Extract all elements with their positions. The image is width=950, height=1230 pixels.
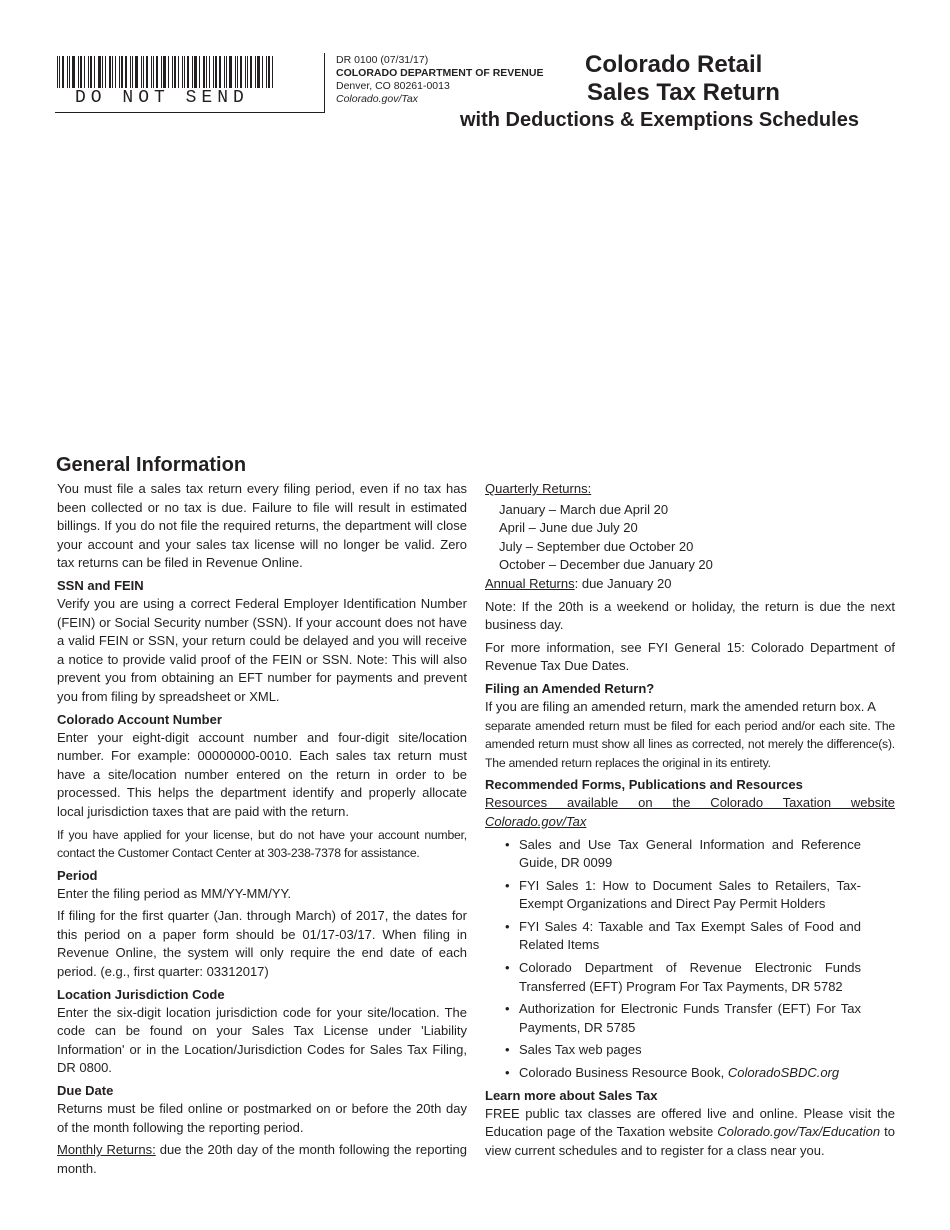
- quarter-item: April – June due July 20: [499, 520, 638, 536]
- barcode-stripe: [229, 56, 232, 88]
- form-subtitle: with Deductions & Exemptions Schedules: [460, 109, 859, 131]
- weekend-note: Note: If the 20th is a weekend or holiday, the return is due the next business day.: [485, 598, 895, 633]
- annual-returns-text: [485, 575, 895, 594]
- resource-item: • Sales and Use Tax General Information and Reference Guide, DR 0099: [485, 836, 895, 873]
- annual-returns-detail: : due January 20: [574, 575, 672, 591]
- account-number-note: If you have applied for your license, but do not have your account number, contact the Customer Contact Center at 303-238-7378 for assistance.: [57, 827, 467, 861]
- barcode-stripe: [146, 56, 148, 88]
- resource-item: [485, 1064, 895, 1083]
- barcode-stripe: [119, 56, 120, 88]
- resources-label: Resources available on the Colorado Taxation website: [485, 795, 895, 811]
- barcode-stripe: [105, 56, 106, 88]
- department-name: COLORADO DEPARTMENT OF REVENUE: [336, 67, 544, 79]
- barcode-stripe: [168, 56, 169, 88]
- barcode-stripe: [130, 56, 131, 88]
- barcode-stripe: [194, 56, 197, 88]
- barcode-stripe: [69, 56, 70, 88]
- barcode-stripe: [62, 56, 64, 88]
- education-link[interactable]: Colorado.gov/Tax/Education: [717, 1124, 881, 1140]
- barcode-stripe: [153, 56, 154, 88]
- ssn-fein-text: Verify you are using a correct Federal Employer Identification Number (FEIN) or Social Security number (SSN). If your account does not have a valid FEIN or SSN, your return could be delayed and you will receive a notice to provide valid proof of the FEIN or SSN. Note: This will also prevent you from obtaining an EFT number for payments and prevent you from filing by spreadsheet or XML.: [57, 595, 467, 704]
- period-heading: Period: [57, 867, 98, 883]
- barcode-stripe: [163, 56, 166, 88]
- amended-return-text-1: If you are filing an amended return, mark the amended return box. A: [485, 698, 876, 714]
- barcode-stripe: [59, 56, 60, 88]
- barcode-stripe: [125, 56, 127, 88]
- resource-item: • Colorado Department of Revenue Electronic Funds Transferred (EFT) Program For Tax Payments, DR 5782: [485, 959, 895, 996]
- barcode-box: [55, 53, 325, 113]
- resources-site-link[interactable]: Colorado.gov/Tax: [485, 813, 587, 829]
- barcode-stripe: [94, 56, 95, 88]
- form-identification: [336, 54, 543, 106]
- barcode-stripe: [184, 56, 185, 88]
- barcode-stripe: [84, 56, 85, 88]
- barcode-stripe: [161, 56, 162, 88]
- barcode-stripe: [255, 56, 256, 88]
- barcode-stripe: [98, 56, 101, 88]
- period-format-text: Enter the filing period as MM/YY-MM/YY.: [57, 885, 292, 901]
- barcode-stripe: [178, 56, 179, 88]
- resources-list: [485, 836, 895, 1083]
- barcode-stripe: [215, 56, 217, 88]
- barcode-stripe: [247, 56, 248, 88]
- barcode-stripe: [57, 56, 58, 88]
- barcode-stripe: [102, 56, 103, 88]
- learn-more-heading: Learn more about Sales Tax: [485, 1087, 658, 1103]
- location-code-text: Enter the six-digit location jurisdiction code for your site/location. The code can be found on your Sales Tax License under 'Liability Information' or in the Location/Jurisdiction Codes for Sales Tax Filing, DR 0800.: [57, 1004, 467, 1076]
- barcode-stripe: [115, 56, 116, 88]
- barcode-stripe: [268, 56, 270, 88]
- barcode-stripe: [235, 56, 236, 88]
- monthly-returns-detail: due the 20th day of the month following the reporting month.: [57, 1142, 467, 1176]
- barcode-stripe: [192, 56, 193, 88]
- barcode-stripe: [250, 56, 252, 88]
- quarter-item: July – September due October 20: [499, 538, 694, 554]
- department-address: Denver, CO 80261-0013: [336, 80, 450, 92]
- right-column: [485, 480, 895, 1164]
- barcode-stripe: [206, 56, 207, 88]
- barcode-stripe: [156, 56, 158, 88]
- barcode-stripe: [109, 56, 111, 88]
- barcode-stripe: [240, 56, 242, 88]
- learn-more-text-1: FREE public tax classes are offered live and online. Please visit the Education page of the Taxation website: [485, 1105, 895, 1140]
- general-information-heading: General Information: [56, 454, 247, 476]
- monthly-returns-text: [57, 1141, 467, 1178]
- barcode-stripe: [151, 56, 152, 88]
- form-title-line1: Colorado Retail: [585, 51, 763, 78]
- barcode-stripe: [237, 56, 238, 88]
- due-date-heading: Due Date: [57, 1083, 114, 1099]
- barcode-stripe: [132, 56, 133, 88]
- barcode-stripe: [213, 56, 214, 88]
- resource-item: • Authorization for Electronic Funds Transfer (EFT) For Tax Payments, DR 5785: [485, 1000, 895, 1037]
- learn-more-text: [485, 1105, 895, 1161]
- barcode-stripe: [262, 56, 263, 88]
- monthly-returns-label: Monthly Returns:: [57, 1142, 156, 1158]
- barcode-stripe: [121, 56, 123, 88]
- barcode-stripe: [88, 56, 89, 88]
- period-example-text: If filing for the first quarter (Jan. through March) of 2017, the dates for this period on a paper form should be 01/17-03/17. When filing in Revenue Online, the system will only require the end date of each period. (e.g., first quarter: 03312017): [57, 908, 467, 980]
- barcode-stripe: [219, 56, 221, 88]
- amended-return-heading: Filing an Amended Return?: [485, 680, 655, 696]
- intro-paragraph: You must file a sales tax return every filing period, even if no tax has been collected or no tax is due. Failure to file will result in estimated billings. If you do not file the required returns, the department will close your account and your sales tax license will no longer be valid. Zero tax returns can be filed in Revenue Online.: [57, 481, 467, 571]
- form-number: DR 0100 (07/31/17): [336, 54, 429, 66]
- barcode-stripe: [257, 56, 260, 88]
- barcode-stripe: [143, 56, 144, 88]
- account-number-heading: Colorado Account Number: [57, 711, 222, 727]
- barcode-image: [57, 56, 277, 88]
- barcode-stripe: [272, 56, 273, 88]
- barcode-stripe: [245, 56, 246, 88]
- barcode-stripe: [209, 56, 210, 88]
- quarter-item: January – March due April 20: [499, 501, 669, 517]
- department-website: Colorado.gov/Tax: [336, 93, 418, 105]
- barcode-stripe: [182, 56, 183, 88]
- barcode-stripe: [187, 56, 189, 88]
- barcode-stripe: [174, 56, 176, 88]
- resource-item: • Sales Tax web pages: [485, 1041, 895, 1060]
- barcode-stripe: [90, 56, 92, 88]
- barcode-stripe: [224, 56, 225, 88]
- barcode-stripe: [172, 56, 173, 88]
- ssn-fein-heading: SSN and FEIN: [57, 577, 144, 593]
- barcode-stripe: [72, 56, 75, 88]
- resources-heading: Recommended Forms, Publications and Resources: [485, 777, 803, 793]
- learn-more-text-2: to view current schedules and to register for a class near you.: [485, 1124, 895, 1158]
- barcode-stripe: [67, 56, 68, 88]
- left-column: [57, 480, 467, 1182]
- sbdc-link[interactable]: ColoradoSBDC.org: [727, 1065, 840, 1081]
- barcode-stripe: [266, 56, 267, 88]
- barcode-stripe: [80, 56, 82, 88]
- form-title-line2: Sales Tax Return: [587, 79, 780, 106]
- barcode-stripe: [226, 56, 227, 88]
- quarter-item: October – December due January 20: [499, 557, 713, 573]
- barcode-label: DO NOT SEND: [75, 88, 249, 108]
- resource-item-text: Colorado Business Resource Book,: [519, 1065, 728, 1081]
- resource-item: • FYI Sales 4: Taxable and Tax Exempt Sales of Food and Related Items: [485, 918, 895, 955]
- amended-return-text-2: separate amended return must be filed for each period and/or each site. The amended return must show all lines as corrected, not merely the difference(s). The amended return replaces the original in its entirety.: [485, 718, 895, 770]
- account-number-text: Enter your eight-digit account number and four-digit site/location number. For example: 00000000-0010. Each sales tax return must have a site/location number entered on the return in order to be processed. This helps the department identify and properly allocate local jurisdiction taxes that are paid with the return.: [57, 729, 467, 819]
- form-header: [0, 0, 950, 140]
- location-code-heading: Location Jurisdiction Code: [57, 986, 225, 1002]
- barcode-stripe: [112, 56, 113, 88]
- barcode-stripe: [141, 56, 142, 88]
- annual-returns-label: Annual Returns: [485, 575, 575, 591]
- quarterly-returns-label: Quarterly Returns:: [485, 481, 592, 496]
- barcode-stripe: [199, 56, 200, 88]
- barcode-stripe: [203, 56, 205, 88]
- barcode-stripe: [135, 56, 138, 88]
- due-date-text: Returns must be filed online or postmarked on or before the 20th day of the month following the reporting period.: [57, 1101, 467, 1135]
- more-info-text: For more information, see FYI General 15: Colorado Department of Revenue Tax Due Dates.: [485, 639, 895, 674]
- barcode-stripe: [78, 56, 79, 88]
- resource-item: • FYI Sales 1: How to Document Sales to Retailers, Tax-Exempt Organizations and Direct Pay Permit Holders: [485, 877, 895, 914]
